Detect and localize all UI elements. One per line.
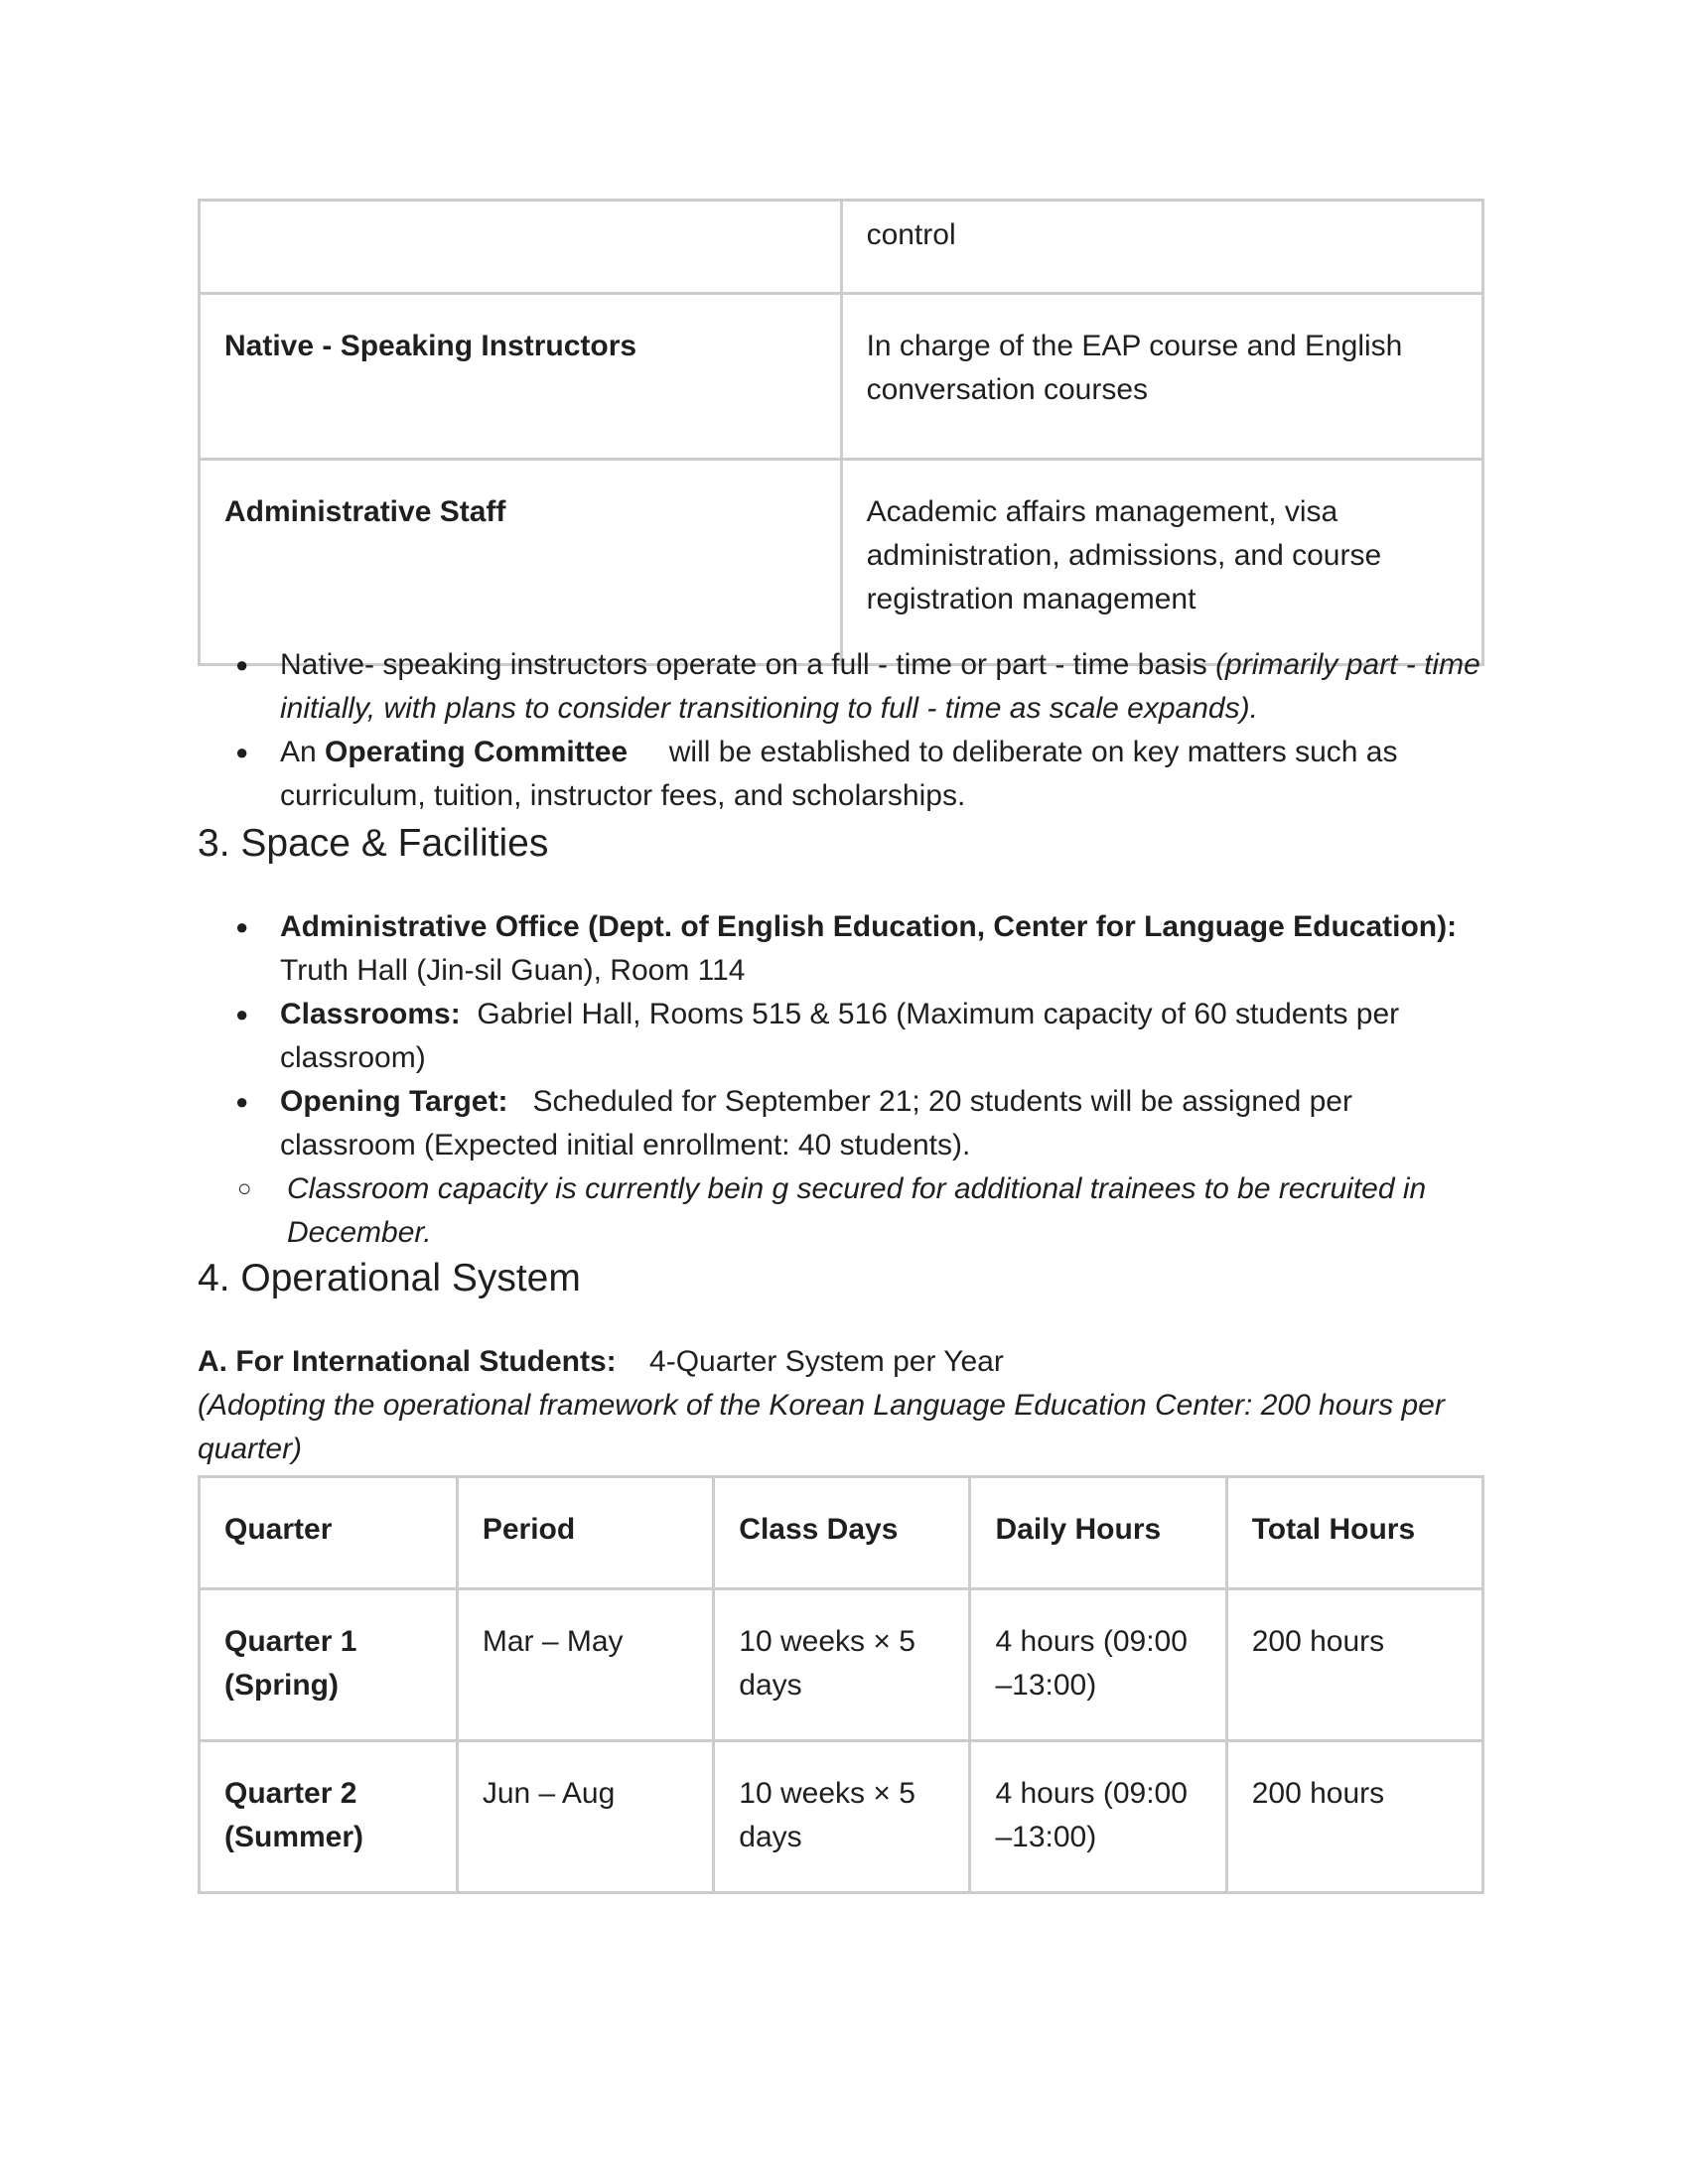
subheading-text: 4-Quarter System per Year — [649, 1345, 1004, 1378]
note-prefix: An — [280, 736, 326, 768]
note-rest: will be established to deliberate on key matters such as curriculum, tuition, instructor fees, and scholarships. — [280, 736, 1398, 812]
duty-cell: In charge of the EAP course and English conversation courses — [841, 294, 1482, 460]
table-row — [200, 201, 1483, 294]
bullet-icon: ● — [235, 914, 249, 939]
list-item — [198, 1080, 1488, 1167]
note-italic: (primarily part - time initially, with plans to consider transitioning to full - time as scale expands). — [280, 648, 1480, 725]
column-header: Daily Hours — [970, 1477, 1226, 1589]
item-text: Gabriel Hall, Rooms 515 & 516 (Maximum capacity of 60 students per classroom) — [280, 998, 1400, 1074]
item-label: Classrooms: — [280, 998, 461, 1030]
column-header: Quarter — [200, 1477, 458, 1589]
column-header: Period — [457, 1477, 713, 1589]
note-bold: Operating Committee — [325, 736, 629, 768]
note-text: Native- speaking instructors operate on a full - time or part - time basis — [280, 648, 1216, 681]
framework-note: (Adopting the operational framework of the Korean Language Education Center: 200 hours per quarter) — [198, 1389, 1445, 1465]
duty-cell: control — [841, 201, 1482, 294]
days-cell: 10 weeks × 5 days — [714, 1741, 970, 1893]
role-cell: Native - Speaking Instructors — [200, 294, 842, 460]
item-text: Truth Hall (Jin-sil Guan), Room 114 — [280, 954, 746, 987]
total-cell: 200 hours — [1226, 1741, 1482, 1893]
bullet-icon: ● — [235, 1002, 249, 1026]
subheading-bold: A. For International Students: — [198, 1345, 617, 1378]
staff-notes-list — [198, 643, 1488, 818]
table-row — [200, 460, 1483, 665]
hollow-circle-icon: ○ — [237, 1175, 252, 1202]
section-heading: 4. Operational System — [198, 1257, 581, 1299]
list-item — [198, 905, 1488, 993]
sub-item-text: Classroom capacity is currently bein g secured for additional trainees to be recruited in December. — [287, 1172, 1427, 1249]
quarter-table — [198, 1475, 1484, 1894]
list-item — [198, 643, 1488, 731]
column-header: Class Days — [714, 1477, 970, 1589]
duty-cell: Academic affairs management, visa administration, admissions, and course registration management — [841, 460, 1482, 665]
bullet-icon: ● — [235, 1089, 249, 1114]
item-text: Scheduled for September 21; 20 students will be assigned per classroom (Expected initial enrollment: 40 students). — [280, 1085, 1352, 1161]
days-cell: 10 weeks × 5 days — [714, 1589, 970, 1741]
list-item — [198, 993, 1488, 1080]
list-item — [198, 1167, 1488, 1255]
daily-cell: 4 hours (09:00 –13:00) — [970, 1589, 1226, 1741]
roles-table — [198, 199, 1484, 666]
quarter-cell: Quarter 2 (Summer) — [200, 1741, 458, 1893]
facilities-list — [198, 905, 1488, 1255]
list-item — [198, 731, 1488, 818]
role-cell — [200, 201, 842, 294]
table-row — [200, 1741, 1483, 1893]
total-cell: 200 hours — [1226, 1589, 1482, 1741]
table-row — [200, 294, 1483, 460]
bullet-icon: ● — [235, 740, 249, 764]
table-header-row — [200, 1477, 1483, 1589]
bullet-icon: ● — [235, 652, 249, 677]
role-cell: Administrative Staff — [200, 460, 842, 665]
quarter-cell: Quarter 1 (Spring) — [200, 1589, 458, 1741]
daily-cell: 4 hours (09:00 –13:00) — [970, 1741, 1226, 1893]
table-row — [200, 1589, 1483, 1741]
period-cell: Mar – May — [457, 1589, 713, 1741]
section-heading: 3. Space & Facilities — [198, 822, 549, 865]
subheading — [198, 1340, 1488, 1384]
period-cell: Jun – Aug — [457, 1741, 713, 1893]
item-label: Opening Target: — [280, 1085, 508, 1118]
item-label: Administrative Office (Dept. of English Education, Center for Language Education): — [280, 910, 1458, 943]
column-header: Total Hours — [1226, 1477, 1482, 1589]
